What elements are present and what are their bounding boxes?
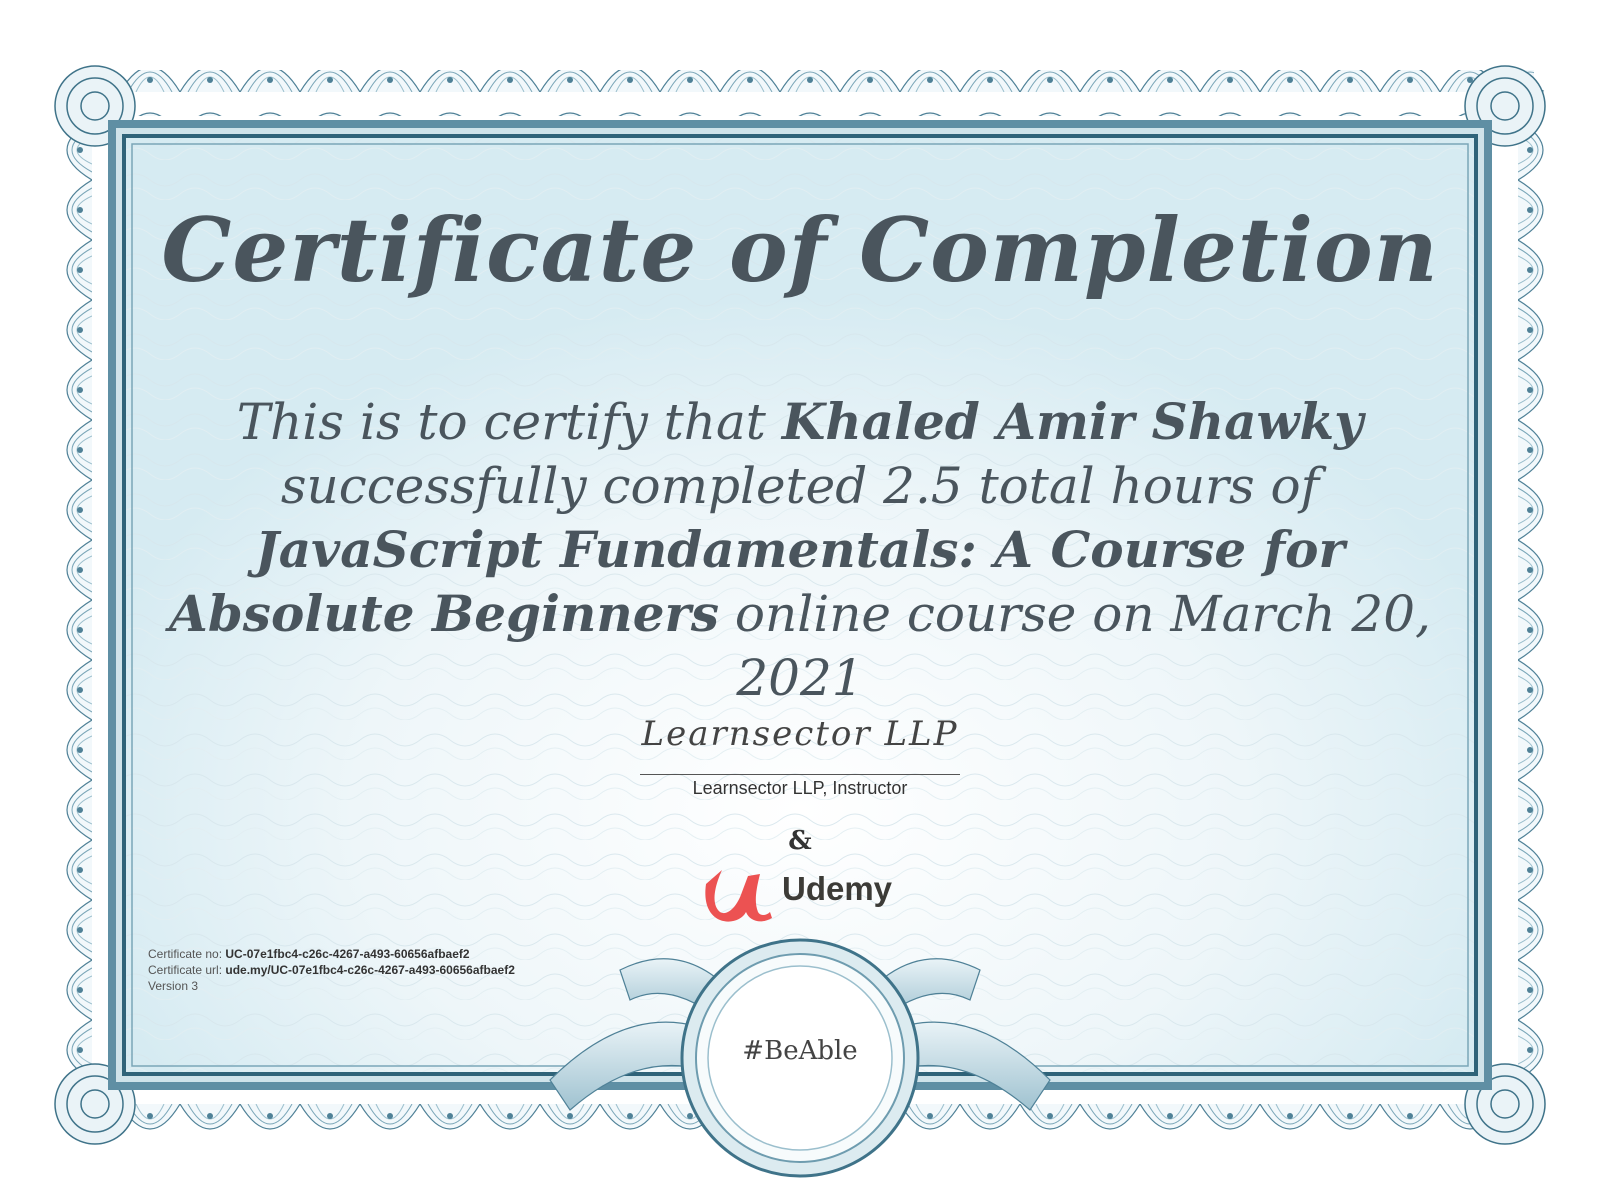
udemy-u-icon: [700, 862, 774, 924]
course-title: JavaScript Fundamentals: A Course for Absolute Beginners: [169, 520, 1345, 643]
signature-line: [640, 774, 960, 775]
completion-date-text: online course on March 20, 2021: [734, 585, 1431, 707]
certificate-number-value: UC-07e1fbc4-c26c-4267-a493-60656afbaef2: [225, 947, 470, 961]
certificate-url-value: ude.my/UC-07e1fbc4-c26c-4267-a493-60656afbaef2: [225, 963, 515, 977]
udemy-wordmark: Udemy: [782, 870, 893, 907]
certificate-title: Certificate of Completion: [161, 198, 1439, 302]
udemy-logo: [700, 862, 910, 924]
ampersand: &: [788, 826, 812, 856]
certificate-url-label: Certificate url:: [148, 963, 223, 977]
certificate-number-label: Certificate no:: [148, 947, 223, 961]
certificate-number: [148, 946, 515, 962]
instructor-signature: Learnsector LLP: [641, 714, 959, 754]
certificate-url: [148, 962, 515, 978]
certificate-version: Version 3: [148, 979, 199, 993]
certificate-meta: [148, 946, 515, 994]
completion-text: successfully completed 2.5 total hours of: [280, 457, 1320, 515]
intro-text: This is to certify that: [236, 393, 766, 451]
recipient-name: Khaled Amir Shawky: [781, 392, 1364, 451]
instructor-caption: Learnsector LLP, Instructor: [692, 778, 908, 798]
seal-hashtag: #BeAble: [742, 1036, 858, 1066]
certificate-statement: [160, 390, 1440, 710]
